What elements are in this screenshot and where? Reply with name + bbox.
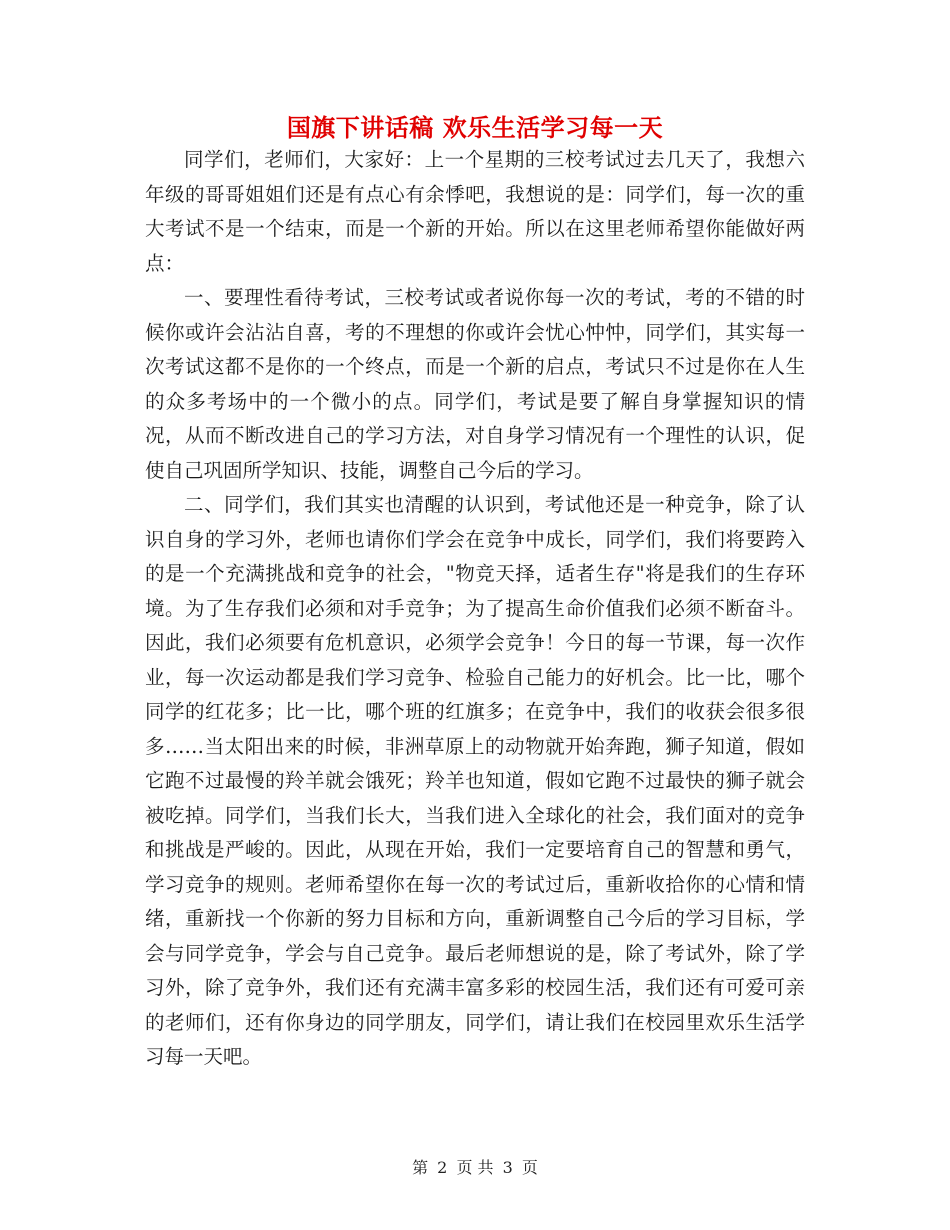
paragraph-point-two: 二、同学们，我们其实也清醒的认识到，考试他还是一种竞争，除了认识自身的学习外，老师也请你们学会在竞争中成长，同学们，我们将要跨入的是一个充满挑战和竞争的社会，"物竞天择，适者生存"将是我们的生存环境。为了生存我们必须和对手竞争；为了提高生命价值我们必须不断奋斗。因此，我们必须要有危机意识，必须学会竞争！今日的每一节课，每一次作业，每一次运动都是我们学习竞争、检验自己能力的好机会。比一比，哪个同学的红花多；比一比，哪个班的红旗多；在竞争中，我们的收获会很多很多……当太阳出来的时候，非洲草原上的动物就开始奔跑，狮子知道，假如它跑不过最慢的羚羊就会饿死；羚羊也知道，假如它跑不过最快的狮子就会被吃掉。同学们，当我们长大，当我们进入全球化的社会，我们面对的竞争和挑战是严峻的。因此，从现在开始，我们一定要培育自己的智慧和勇气，学习竞争的规则。老师希望你在每一次的考试过后，重新收拾你的心情和情绪，重新找一个你新的努力目标和方向，重新调整自己今后的学习目标，学会与同学竞争，学会与自己竞争。最后老师想说的是，除了考试外，除了学习外，除了竞争外，我们还有充满丰富多彩的校园生活，我们还有可爱可亲的老师们，还有你身边的同学朋友，同学们，请让我们在校园里欢乐生活学习每一天吧。: [145, 493, 805, 1068]
footer-total-pages: 3: [502, 1158, 513, 1177]
page-footer: [0, 1155, 950, 1178]
footer-page-number: 2: [437, 1158, 448, 1177]
document-title: 国旗下讲话稿 欢乐生活学习每一天: [286, 114, 664, 142]
document-body: [145, 143, 805, 1075]
footer-prefix: 第: [412, 1158, 429, 1177]
footer-middle: 页 共: [456, 1158, 494, 1177]
paragraph-greeting: 同学们，老师们，大家好：上一个星期的三校考试过去几天了，我想六年级的哥哥姐姐们还是有点心有余悸吧，我想说的是：同学们，每一次的重大考试不是一个结束，而是一个新的开始。所以在这里老师希望你能做好两点：: [145, 148, 805, 275]
footer-suffix: 页: [521, 1158, 538, 1177]
paragraph-point-one: 一、要理性看待考试，三校考试或者说你每一次的考试，考的不错的时候你或许会沾沾自喜，考的不理想的你或许会忧心忡忡，同学们，其实每一次考试这都不是你的一个终点，而是一个新的启点，考试只不过是你在人生的众多考场中的一个微小的点。同学们，考试是要了解自身掌握知识的情况，从而不断改进自己的学习方法，对自身学习情况有一个理性的认识，促使自己巩固所学知识、技能，调整自己今后的学习。: [145, 286, 805, 482]
